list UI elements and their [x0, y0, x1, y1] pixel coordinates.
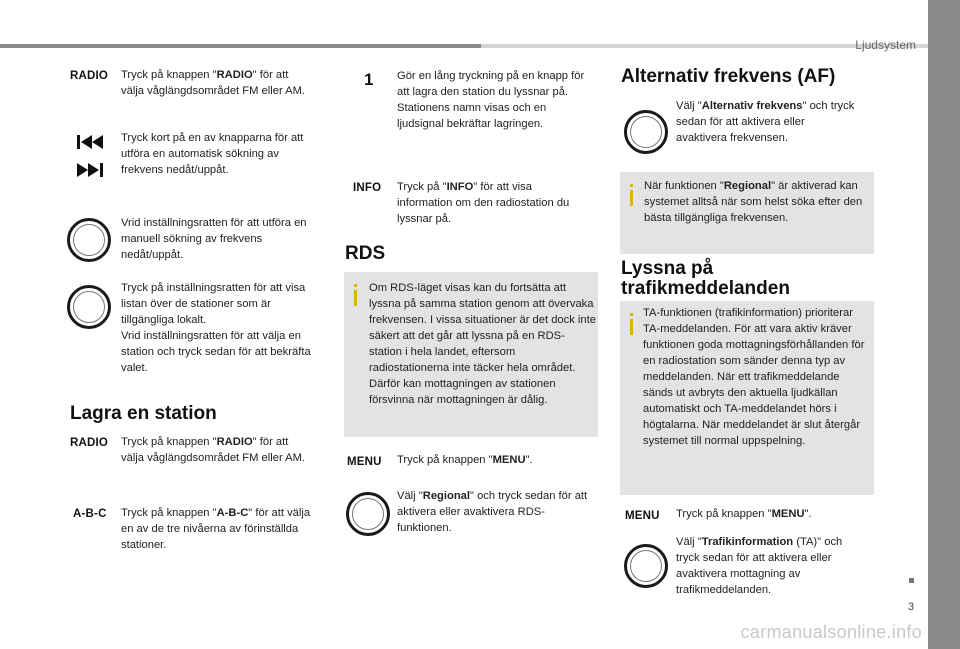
top-rule-dark [0, 44, 481, 48]
info-instruction: Tryck på "INFO" för att visa information om den radiostation du lyssnar på. [397, 181, 570, 225]
seek-back-icon [74, 134, 106, 155]
regional-instruction: Välj "Regional" och tryck sedan för att aktivera eller avaktivera RDS-funktionen. [397, 490, 588, 534]
ta-info-box [620, 301, 874, 495]
af-instruction: Välj "Alternativ frekvens" och tryck sedan för att aktivera eller avaktivera frekvensen. [676, 100, 855, 144]
info-icon [354, 284, 357, 287]
radio-instruction: Tryck på knappen "RADIO" för att välja våglängdsområdet FM eller AM. [121, 436, 306, 464]
radio-button-label: RADIO [70, 70, 109, 82]
abc-button-label: A-B-C [73, 508, 107, 520]
rds-info-box [344, 272, 598, 437]
side-tab [928, 0, 960, 649]
menu-instruction: Tryck på knappen "MENU". [397, 454, 533, 466]
tuning-knob-icon [346, 492, 390, 536]
ta-heading-line1: Lyssna på [621, 258, 714, 279]
menu-instruction: Tryck på knappen "MENU". [676, 508, 812, 520]
seek-instruction: Tryck kort på en av knapparna för att utföra en automatisk sökning av frekvens nedåt/uppåt. [121, 132, 304, 176]
af-info-box [620, 172, 874, 254]
menu-button-label: MENU [347, 456, 382, 468]
tuning-knob-icon [624, 110, 668, 154]
info-icon [630, 184, 633, 187]
tuning-knob-icon [67, 218, 111, 262]
af-heading: Alternativ frekvens (AF) [621, 66, 836, 87]
abc-instruction: Tryck på knappen "A-B-C" för att välja en av de tre nivåerna av förinställda stationer. [121, 507, 311, 551]
info-button-label: INFO [353, 182, 382, 194]
menu-button-label: MENU [625, 510, 660, 522]
radio-instruction: Tryck på knappen "RADIO" för att välja våglängdsområdet FM eller AM. [121, 69, 306, 97]
knob-press-instruction: Tryck på inställningsratten för att visa listan över de stationer som är tillgängliga lokalt. Vrid inställningsratten för att välja en station och tryck sedan för att bekräfta valet. [121, 282, 311, 374]
ta-info-text: TA-funktionen (trafikinformation) prioriterar TA-meddelanden. För att vara aktiv kräver funktionen goda mottagningsförhållanden för en radiostation som sänder denna typ av meddelanden. När ett trafikmeddelande sänds ut avbryts den aktuella ljudkällan automatiskt och TA-meddelandet hörs i högtalarna. När meddelandet är slut återgår systemet till normal uppspelning. [643, 307, 865, 447]
tuning-knob-icon [624, 544, 668, 588]
continue-marker-icon [909, 578, 914, 583]
section-title: Ljudsystem [855, 38, 916, 52]
info-icon [630, 313, 633, 316]
ta-heading-line2: trafikmeddelanden [621, 278, 790, 299]
trafik-instruction: Välj "Trafikinformation (TA)" och tryck sedan för att aktivera eller avaktivera mottagning av trafikmeddelanden. [676, 536, 843, 596]
store-instruction: Gör en lång tryckning på en knapp för att lagra den station du lyssnar på. Stationens namn visas och en ljudsignal bekräftar lagringen. [397, 70, 585, 130]
watermark: carmanualsonline.info [740, 622, 922, 642]
radio-button-label: RADIO [70, 437, 109, 449]
seek-forward-icon [74, 162, 106, 183]
page-number: 3 [908, 601, 915, 613]
knob-turn-instruction: Vrid inställningsratten för att utföra en manuell sökning av frekvens nedåt/uppåt. [121, 217, 307, 261]
store-station-heading: Lagra en station [70, 403, 217, 424]
af-info-text: När funktionen "Regional" är aktiverad kan systemet alltså när som helst söka efter den bästa tillgängliga frekvensen. [644, 180, 863, 224]
rds-info-text: Om RDS-läget visas kan du fortsätta att lyssna på samma station genom att övervaka frekvensen. I vissa situationer är det dock inte säkert att det går att lyssna på en RDS-station i hela landet, eftersom radiostationerna inte täcker hela området. Därför kan mottagningen av stationen försvinna när mottagningen är dålig. [369, 282, 596, 406]
tuning-knob-icon [67, 285, 111, 329]
preset-one-label: 1 [364, 70, 374, 89]
rds-heading: RDS [345, 243, 386, 264]
